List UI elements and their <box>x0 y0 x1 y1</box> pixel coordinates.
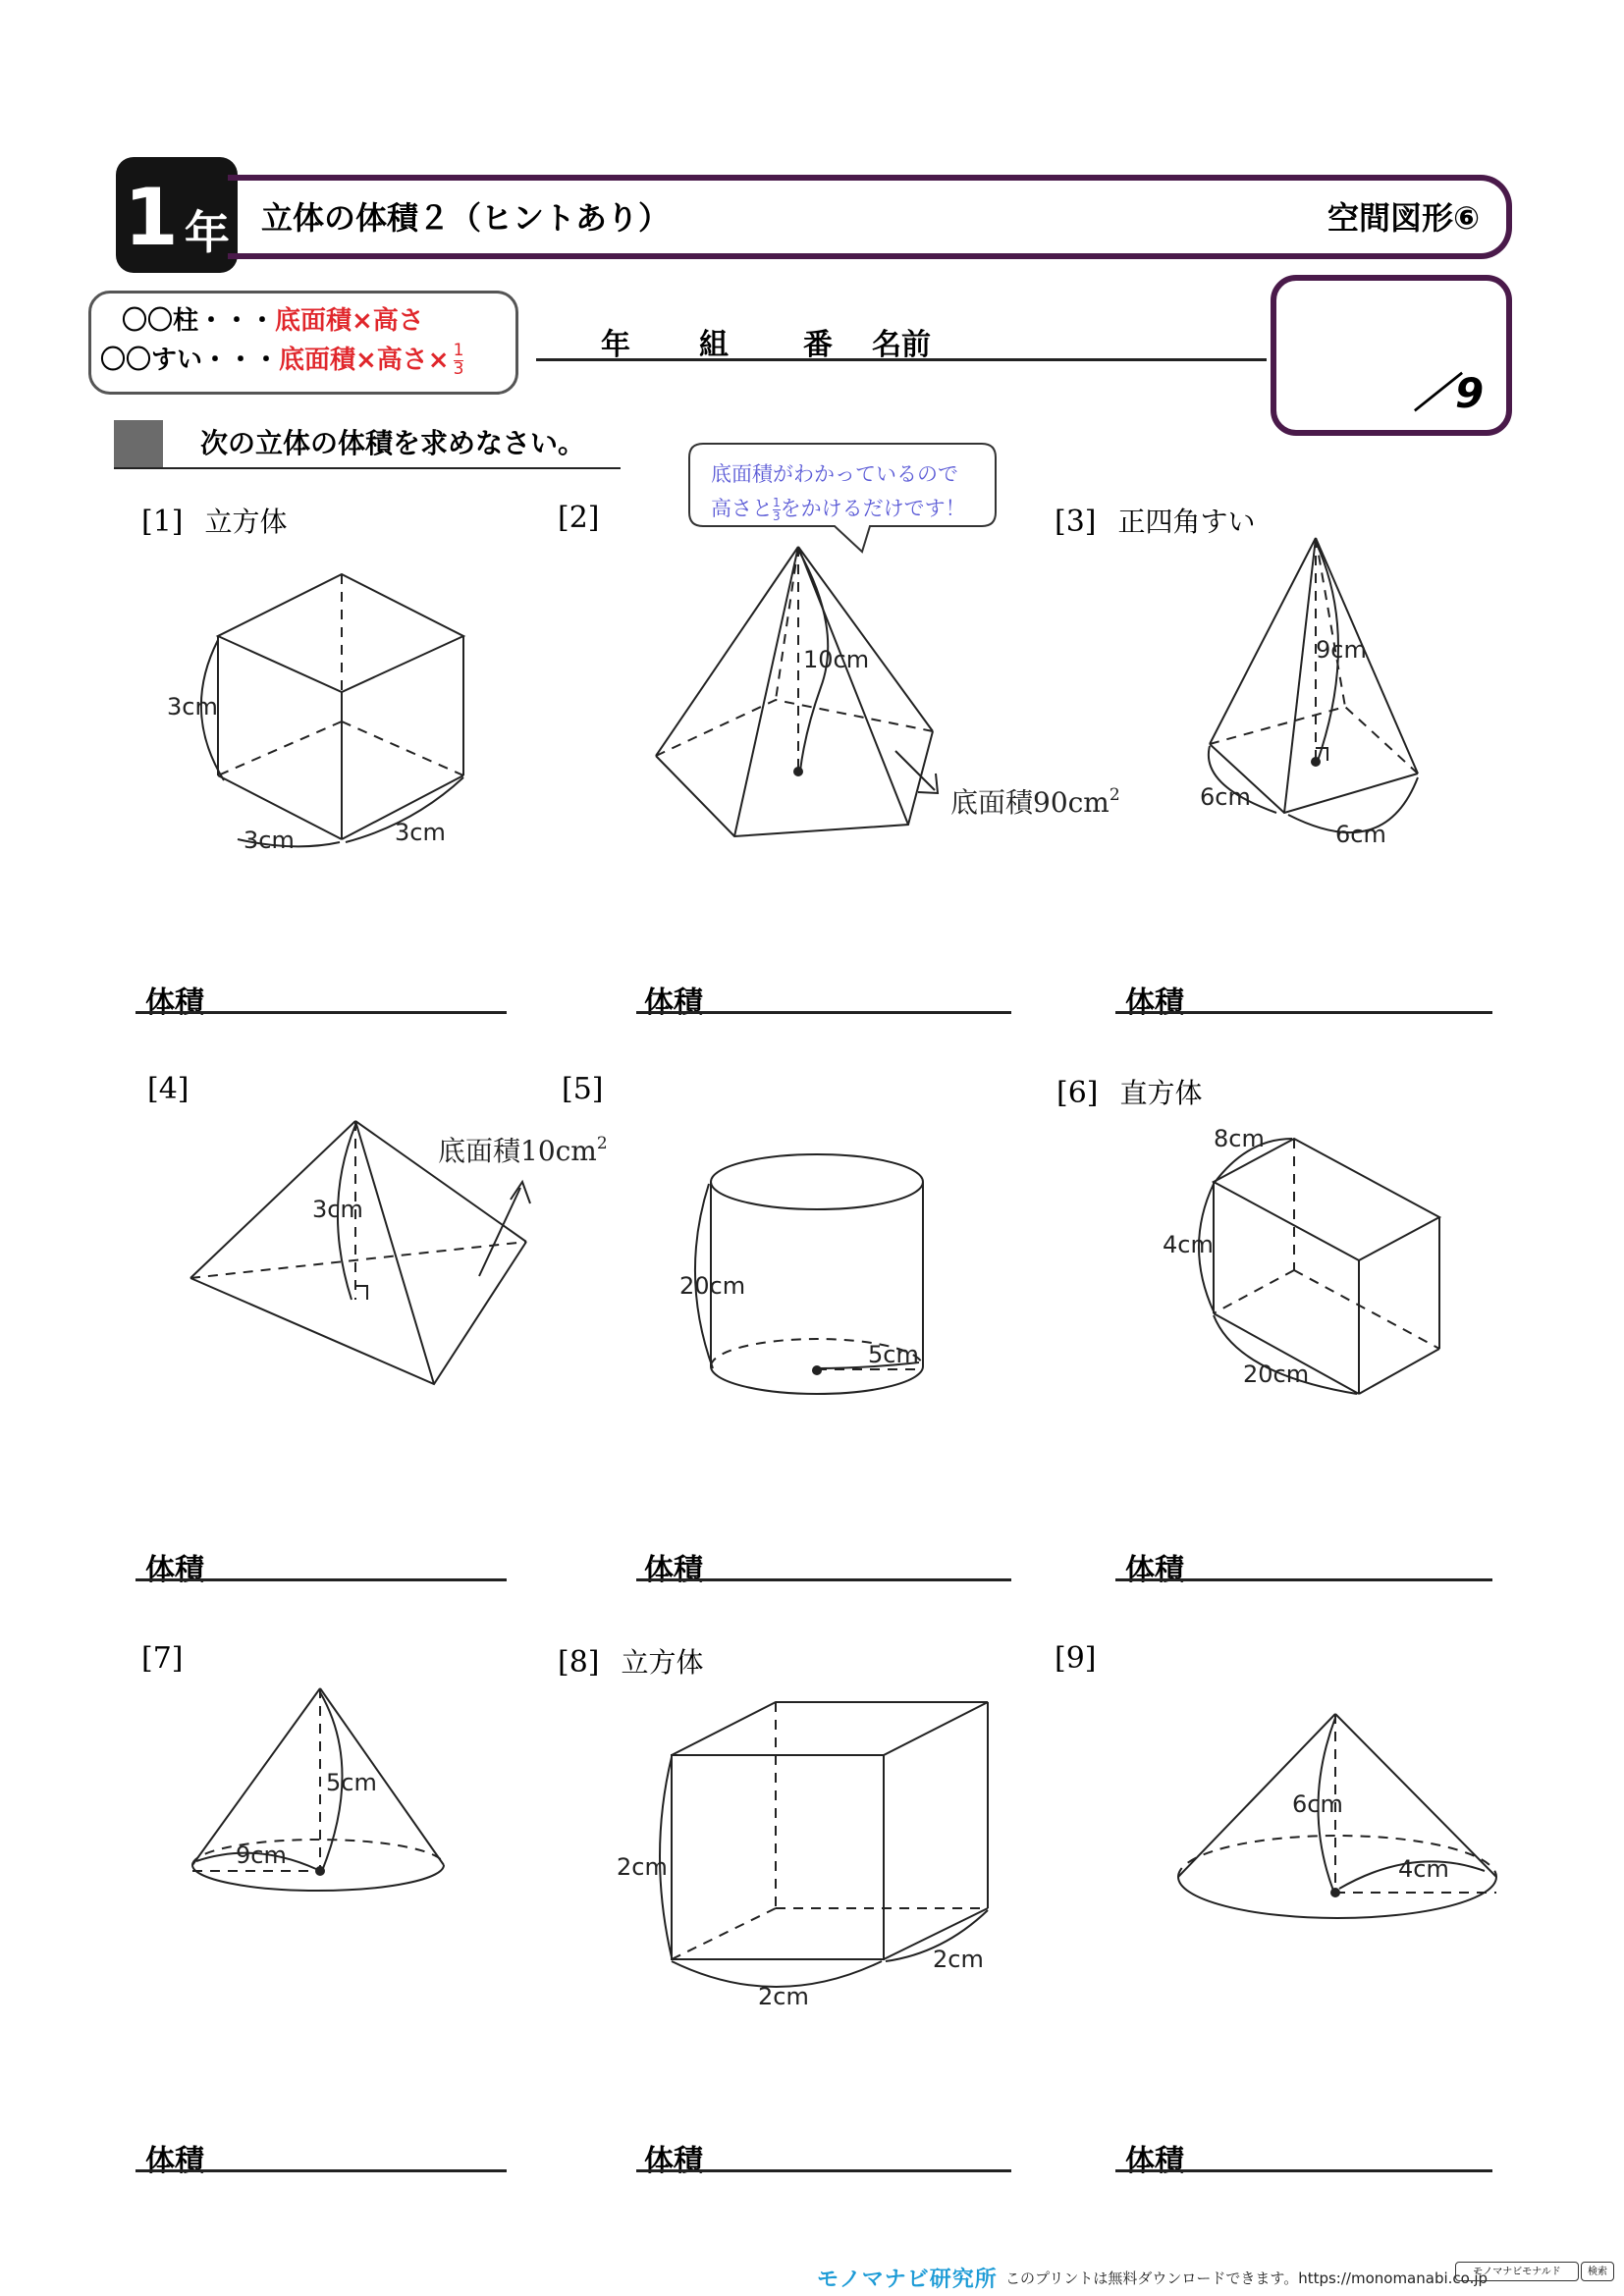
problem-4-label: [4] <box>147 1072 189 1106</box>
figure-4-pyramid <box>190 1121 608 1384</box>
fig7-radius-label: 9cm <box>236 1842 287 1869</box>
class-label: 組 <box>699 328 729 362</box>
problem-3-label: [3] 正四角すい <box>1055 505 1256 539</box>
fig6-depth-label: 8cm <box>1214 1125 1265 1152</box>
pillar-formula: 〇〇柱・・・底面積×高さ <box>122 306 424 336</box>
answer-9-line[interactable] <box>1115 2169 1492 2172</box>
footer-search-button[interactable]: 検索 <box>1581 2262 1614 2281</box>
figure-9-cone <box>1178 1714 1496 1918</box>
grade-unit: 年 <box>184 206 230 259</box>
answer-3-line[interactable] <box>1115 1011 1492 1014</box>
figure-6-rectangular-prism <box>1163 1125 1439 1394</box>
fig8-height-label: 2cm <box>617 1853 668 1881</box>
fig3-height-label: 9cm <box>1316 636 1367 664</box>
answer-2-label: 体積 <box>644 986 703 1020</box>
fig1-depth-label: 3cm <box>244 827 295 854</box>
answer-5-line[interactable] <box>636 1578 1011 1581</box>
answer-4-line[interactable] <box>135 1578 507 1581</box>
figure-1-cube <box>167 574 463 854</box>
fig2-height-label: 10cm <box>803 646 870 673</box>
unit-title: 空間図形⑥ <box>1327 199 1481 237</box>
year-label: 年 <box>601 328 630 362</box>
answer-4-label: 体積 <box>145 1553 204 1587</box>
fig3-side-label-2: 6cm <box>1335 821 1386 848</box>
problem-7-label: [7] <box>141 1641 184 1676</box>
fig6-height-label: 4cm <box>1163 1231 1214 1258</box>
answer-8-line[interactable] <box>636 2169 1011 2172</box>
figure-7-cone <box>192 1688 444 1891</box>
fig9-radius-label: 4cm <box>1398 1855 1449 1883</box>
fig5-height-label: 20cm <box>679 1272 746 1300</box>
answer-2-line[interactable] <box>636 1011 1011 1014</box>
grade-number: 1 <box>124 172 179 263</box>
fig8-depth-label: 2cm <box>933 1946 984 1973</box>
footer-text: このプリントは無料ダウンロードできます。https://monomanabi.co.jp <box>1005 2269 1489 2287</box>
hint-text: 底面積がわかっているので 高さと$\frac{1}{3}$ をかけるだけです！ <box>711 462 966 523</box>
fig7-height-label: 5cm <box>326 1769 377 1796</box>
problem-2-label: [2] <box>558 501 600 535</box>
answer-3-label: 体積 <box>1125 986 1184 1020</box>
number-label: 番 <box>803 328 833 362</box>
problem-9-label: [9] <box>1055 1641 1097 1676</box>
cone-formula: 〇〇すい・・・底面積×高さ× $\frac{1}{3}$ <box>100 341 464 379</box>
answer-7-line[interactable] <box>135 2169 507 2172</box>
figure-3-square-pyramid <box>1200 538 1418 848</box>
fig5-radius-label: 5cm <box>868 1341 919 1368</box>
score-total: ／9 <box>1414 369 1485 417</box>
fig8-width-label: 2cm <box>758 1983 809 2010</box>
answer-1-label: 体積 <box>145 986 204 1020</box>
answer-7-label: 体積 <box>145 2144 204 2178</box>
fig2-base-area-label: 底面積$90cm^2$ <box>950 785 1120 819</box>
problem-1-label: [1] 立方体 <box>141 505 288 539</box>
instruction-text: 次の立体の体積を求めなさい。 <box>200 427 586 459</box>
fig6-width-label: 20cm <box>1243 1361 1310 1388</box>
answer-6-line[interactable] <box>1115 1578 1492 1581</box>
figure-5-cylinder <box>679 1154 923 1394</box>
answer-8-label: 体積 <box>644 2144 703 2178</box>
fig4-height-label: 3cm <box>312 1196 363 1223</box>
name-label: 名前 <box>872 328 931 362</box>
problem-6-label: [6] 直方体 <box>1056 1076 1203 1110</box>
worksheet-title: 立体の体積２（ヒントあり） <box>261 199 671 237</box>
figure-2-pentagonal-pyramid <box>656 547 1120 836</box>
figure-8-cube <box>617 1702 988 2010</box>
answer-9-label: 体積 <box>1125 2144 1184 2178</box>
answer-6-label: 体積 <box>1125 1553 1184 1587</box>
answer-5-label: 体積 <box>644 1553 703 1587</box>
fig4-base-area-label: 底面積$10cm^2$ <box>438 1134 608 1167</box>
fig1-height-label: 3cm <box>167 693 218 721</box>
problem-8-label: [8] 立方体 <box>558 1645 704 1680</box>
footer-search-field[interactable]: モノマナビモナルド <box>1455 2262 1579 2281</box>
problem-5-label: [5] <box>562 1072 604 1106</box>
answer-1-line[interactable] <box>135 1011 507 1014</box>
one-third-fraction: $\frac{1}{3}$ <box>453 341 464 379</box>
fig9-height-label: 6cm <box>1292 1790 1343 1818</box>
fig3-side-label-1: 6cm <box>1200 783 1251 811</box>
fig1-width-label: 3cm <box>395 819 446 846</box>
footer-logo: モノマナビ研究所 <box>817 2268 998 2292</box>
